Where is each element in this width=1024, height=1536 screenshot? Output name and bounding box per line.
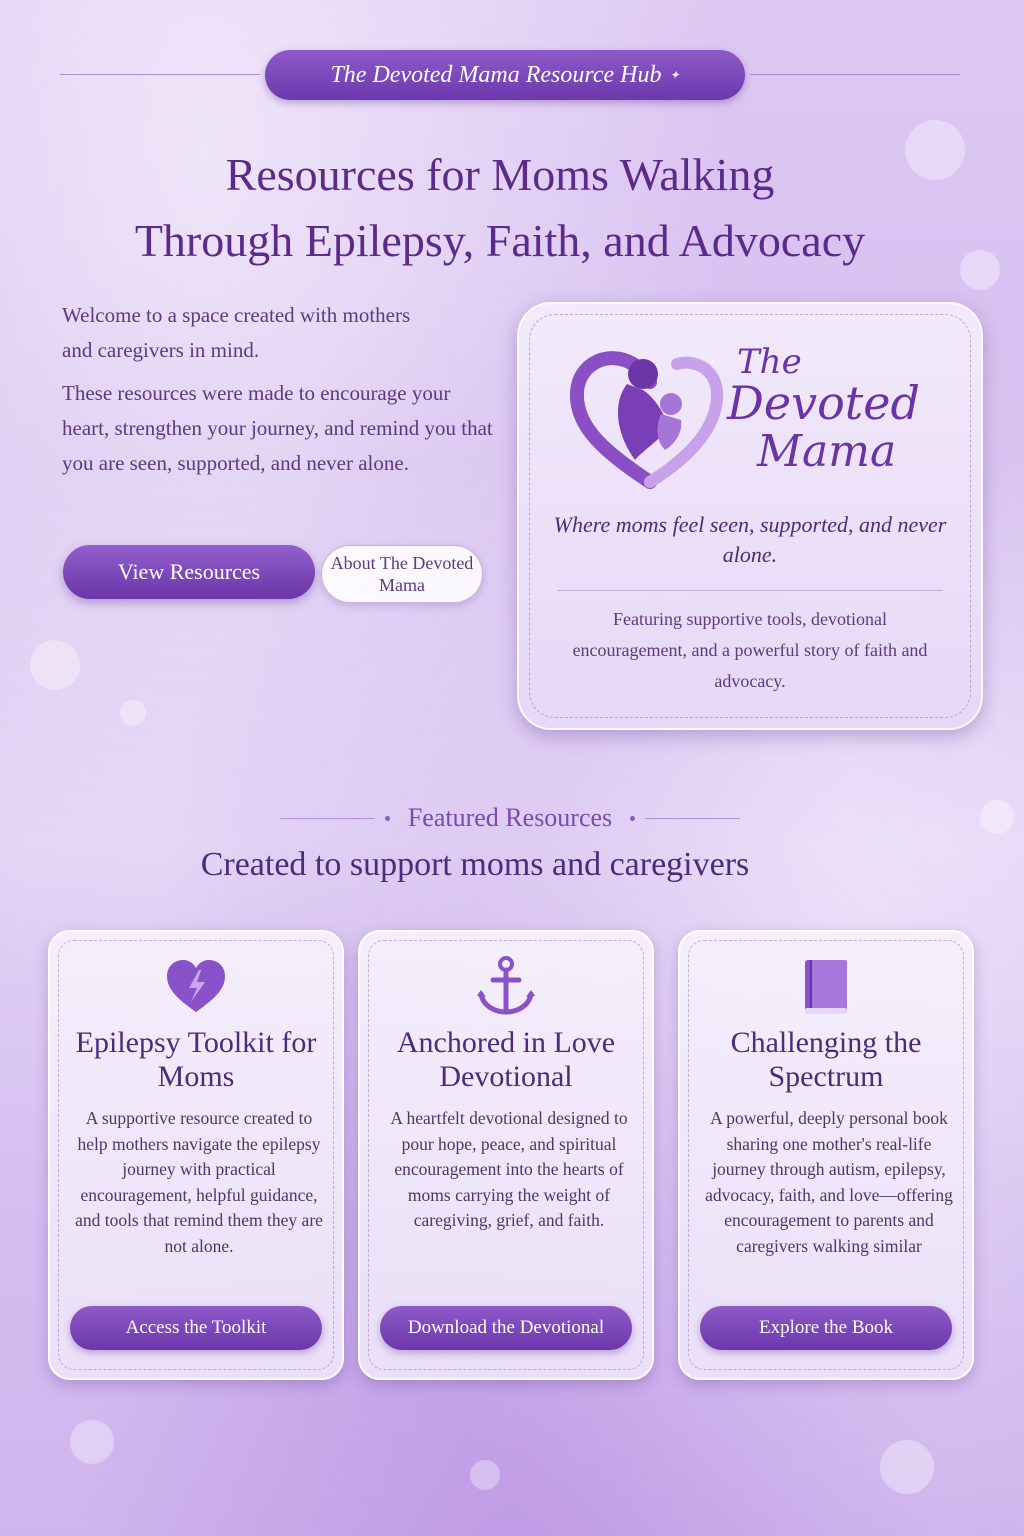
mother-child-heart-icon (565, 332, 735, 502)
anchor-icon (471, 952, 541, 1022)
bokeh-decoration (120, 700, 146, 726)
access-toolkit-button[interactable]: Access the Toolkit (70, 1306, 322, 1350)
hub-title: The Devoted Mama Resource Hub (330, 61, 662, 88)
bokeh-decoration (880, 1440, 934, 1494)
intro-paragraph-2: These resources were made to encourage your heart, strengthen your journey, and remind you that you are seen, supported, and never alone. (62, 381, 493, 475)
resource-description: A supportive resource created to help mothers navigate the epilepsy journey with practical encouragement, helpful guidance, and tools that remind them they are not alone. (75, 1108, 323, 1256)
resource-title: Anchored in Love Devotional (396, 1026, 616, 1093)
book-icon (791, 952, 861, 1022)
bokeh-decoration (980, 800, 1014, 834)
dot-ornament (630, 816, 635, 821)
bokeh-decoration (470, 1460, 500, 1490)
hero-title (60, 142, 940, 274)
bokeh-decoration (960, 250, 1000, 290)
logo-devoted: Devoted (727, 376, 920, 430)
resource-title: Challenging the Spectrum (730, 1026, 922, 1093)
resource-description: A powerful, deeply personal book sharing one mother's real-life journey through autism, epilepsy, advocacy, faith, and love—offering encouragement to parents and caregivers walking similar (705, 1108, 953, 1256)
bokeh-decoration (70, 1420, 114, 1464)
download-devotional-button[interactable]: Download the Devotional (380, 1306, 632, 1350)
divider (280, 818, 375, 819)
view-resources-button[interactable]: View Resources (63, 545, 315, 599)
featured-subtitle: Created to support moms and caregivers (200, 846, 750, 883)
resource-card-toolkit (48, 930, 344, 1380)
heart-bolt-icon (161, 952, 231, 1022)
logo-mama: Mama (757, 426, 897, 477)
explore-book-button[interactable]: Explore the Book (700, 1306, 952, 1350)
hero-title-line1: Resources for Moms Walking (225, 149, 775, 200)
logo-wordmark (727, 342, 937, 477)
divider (557, 590, 943, 591)
logo-card (517, 302, 983, 730)
resource-description: A heartfelt devotional designed to pour hope, peace, and spiritual encouragement into the hearts of moms carrying the weight of caregiving, grief, and faith. (390, 1108, 628, 1230)
resource-title: Epilepsy Toolkit for Moms (75, 1026, 317, 1093)
divider (645, 818, 740, 819)
logo-the: The (737, 342, 802, 382)
resource-card-book (678, 930, 974, 1380)
featured-heading (280, 800, 740, 836)
about-button[interactable]: About The Devoted Mama (321, 545, 483, 603)
intro-paragraph-1: Welcome to a space created with mothers and caregivers in mind. (62, 303, 411, 362)
logo-tagline: Where moms feel seen, supported, and never alone. (553, 512, 947, 567)
featured-label: Featured Resources (407, 803, 613, 832)
bokeh-decoration (30, 640, 80, 690)
hub-title-badge (265, 50, 745, 100)
hero-title-line2: Through Epilepsy, Faith, and Advocacy (134, 215, 866, 266)
dot-ornament (385, 816, 390, 821)
hub-line-left (60, 74, 260, 75)
logo-description: Featuring supportive tools, devotional encouragement, and a powerful story of faith and advocacy. (572, 609, 928, 691)
sparkle-icon: ✦ (669, 67, 680, 82)
resource-card-devotional (358, 930, 654, 1380)
hub-line-right (750, 74, 960, 75)
